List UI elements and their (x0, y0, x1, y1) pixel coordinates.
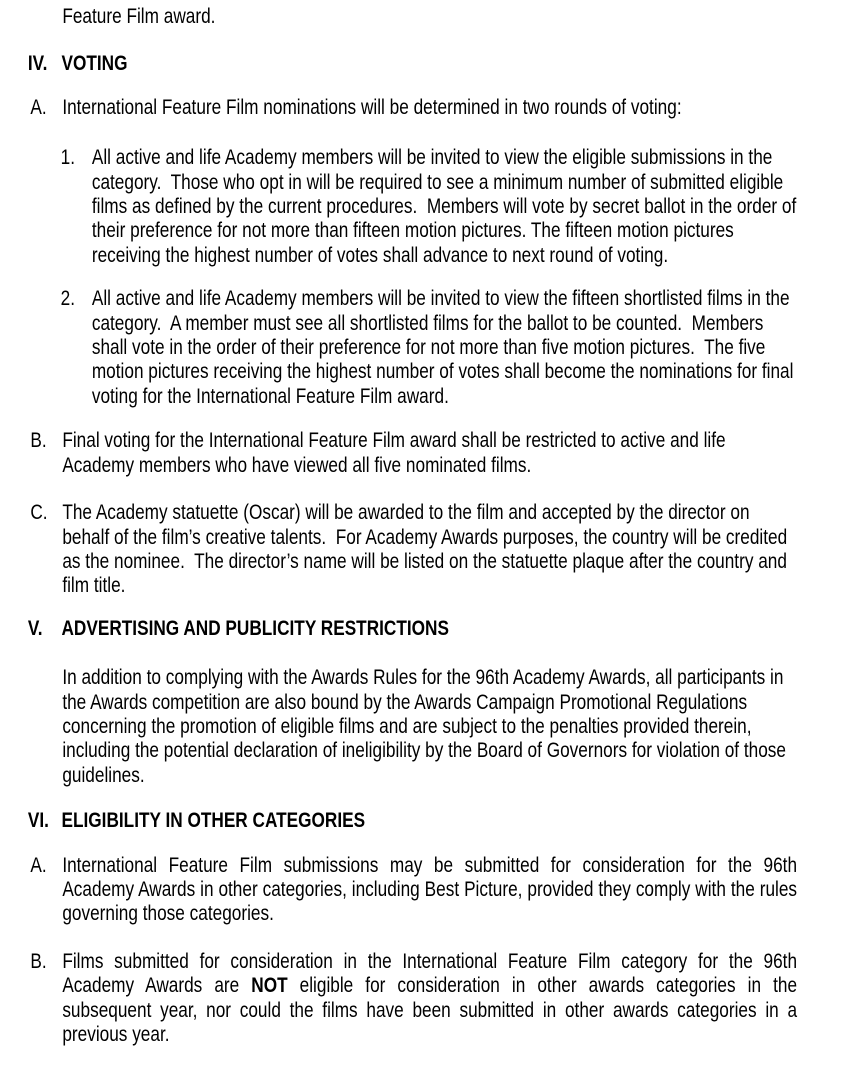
list-subitem (61, 287, 797, 409)
list-item (30, 501, 797, 599)
section-heading-advertising (28, 617, 797, 641)
list-item-text (62, 950, 797, 1048)
list-item-text-segment: Films submitted for consideration in the International Feature Film category for the 96th Academy Awards are (62, 949, 798, 998)
list-item-text-bold-segment: NOT (251, 974, 288, 998)
list-item-text: The Academy statuette (Oscar) will be awarded to the film and accepted by the director on behalf of the film’s creative talents. For Academy Awards purposes, the country will be credited as the nominee. The director’s name will be listed on the statuette plaque after the country and film title. (62, 501, 788, 598)
list-subitem-label: 2. (60, 287, 76, 311)
section-numeral: VI. (27, 809, 49, 833)
list-item-label: C. (30, 501, 48, 525)
list-item (30, 854, 797, 927)
list-subitem (61, 146, 797, 268)
list-subitem-text: All active and life Academy members will be invited to view the fifteen shortlisted films in the category. A member must see all shortlisted films for the ballot to be counted. Members shall vote in the order of their preference for not more than five motion pictures. The five motion pictures receiving the highest number of votes shall become the nominations for final voting for the International Feature Film award. (91, 287, 794, 408)
list-item-label: B. (30, 429, 47, 453)
section-heading-voting (28, 52, 797, 76)
list-item (30, 96, 797, 120)
section-heading-eligibility (28, 809, 797, 833)
list-subitem-text: All active and life Academy members will be invited to view the eligible submissions in the category. Those who opt in will be required to see a minimum number of submitted eligible films as defined by the current procedures. Members will vote by secret ballot in the order of their preference for not more than fifteen motion pictures. The fifteen motion pictures receiving the highest number of votes shall advance to next round of voting. (91, 146, 797, 267)
section-body-paragraph: In addition to complying with the Awards Rules for the 96th Academy Awards, all participants in the Awards competition are also bound by the Awards Campaign Promotional Regulations concerning the promotion of eligible films and are subject to the penalties provided therein, including the potential declaration of ineligibility by the Board of Governors for violation of those guidelines. (62, 666, 786, 787)
list-item-text: Final voting for the International Feature Film award shall be restricted to active and life Academy members who have viewed all five nominated films. (62, 429, 726, 477)
list-item-text: International Feature Film nominations will be determined in two rounds of voting: (62, 95, 682, 119)
list-item-label: A. (30, 853, 47, 877)
list-item-label: B. (30, 949, 47, 973)
list-subitem-label: 1. (60, 146, 76, 170)
list-item (30, 950, 797, 1048)
section-numeral: IV. (27, 52, 48, 76)
section-title: ADVERTISING AND PUBLICITY RESTRICTIONS (61, 616, 449, 640)
continued-paragraph-fragment: Feature Film award. (62, 5, 216, 28)
list-item (30, 429, 797, 478)
list-item-text-segment: eligible for consideration in other awards categories in the subsequent year, nor could the films have been submitted in other awards categories in a previous year. (62, 974, 798, 1046)
list-item-label: A. (30, 95, 47, 119)
list-item-text: International Feature Film submissions may be submitted for consideration for the 96th Academy Awards in other categories, including Best Picture, provided they comply with the rules governing those categories. (62, 853, 798, 926)
section-title: VOTING (61, 52, 128, 76)
section-numeral: V. (27, 616, 43, 640)
section-title: ELIGIBILITY IN OTHER CATEGORIES (61, 809, 366, 833)
